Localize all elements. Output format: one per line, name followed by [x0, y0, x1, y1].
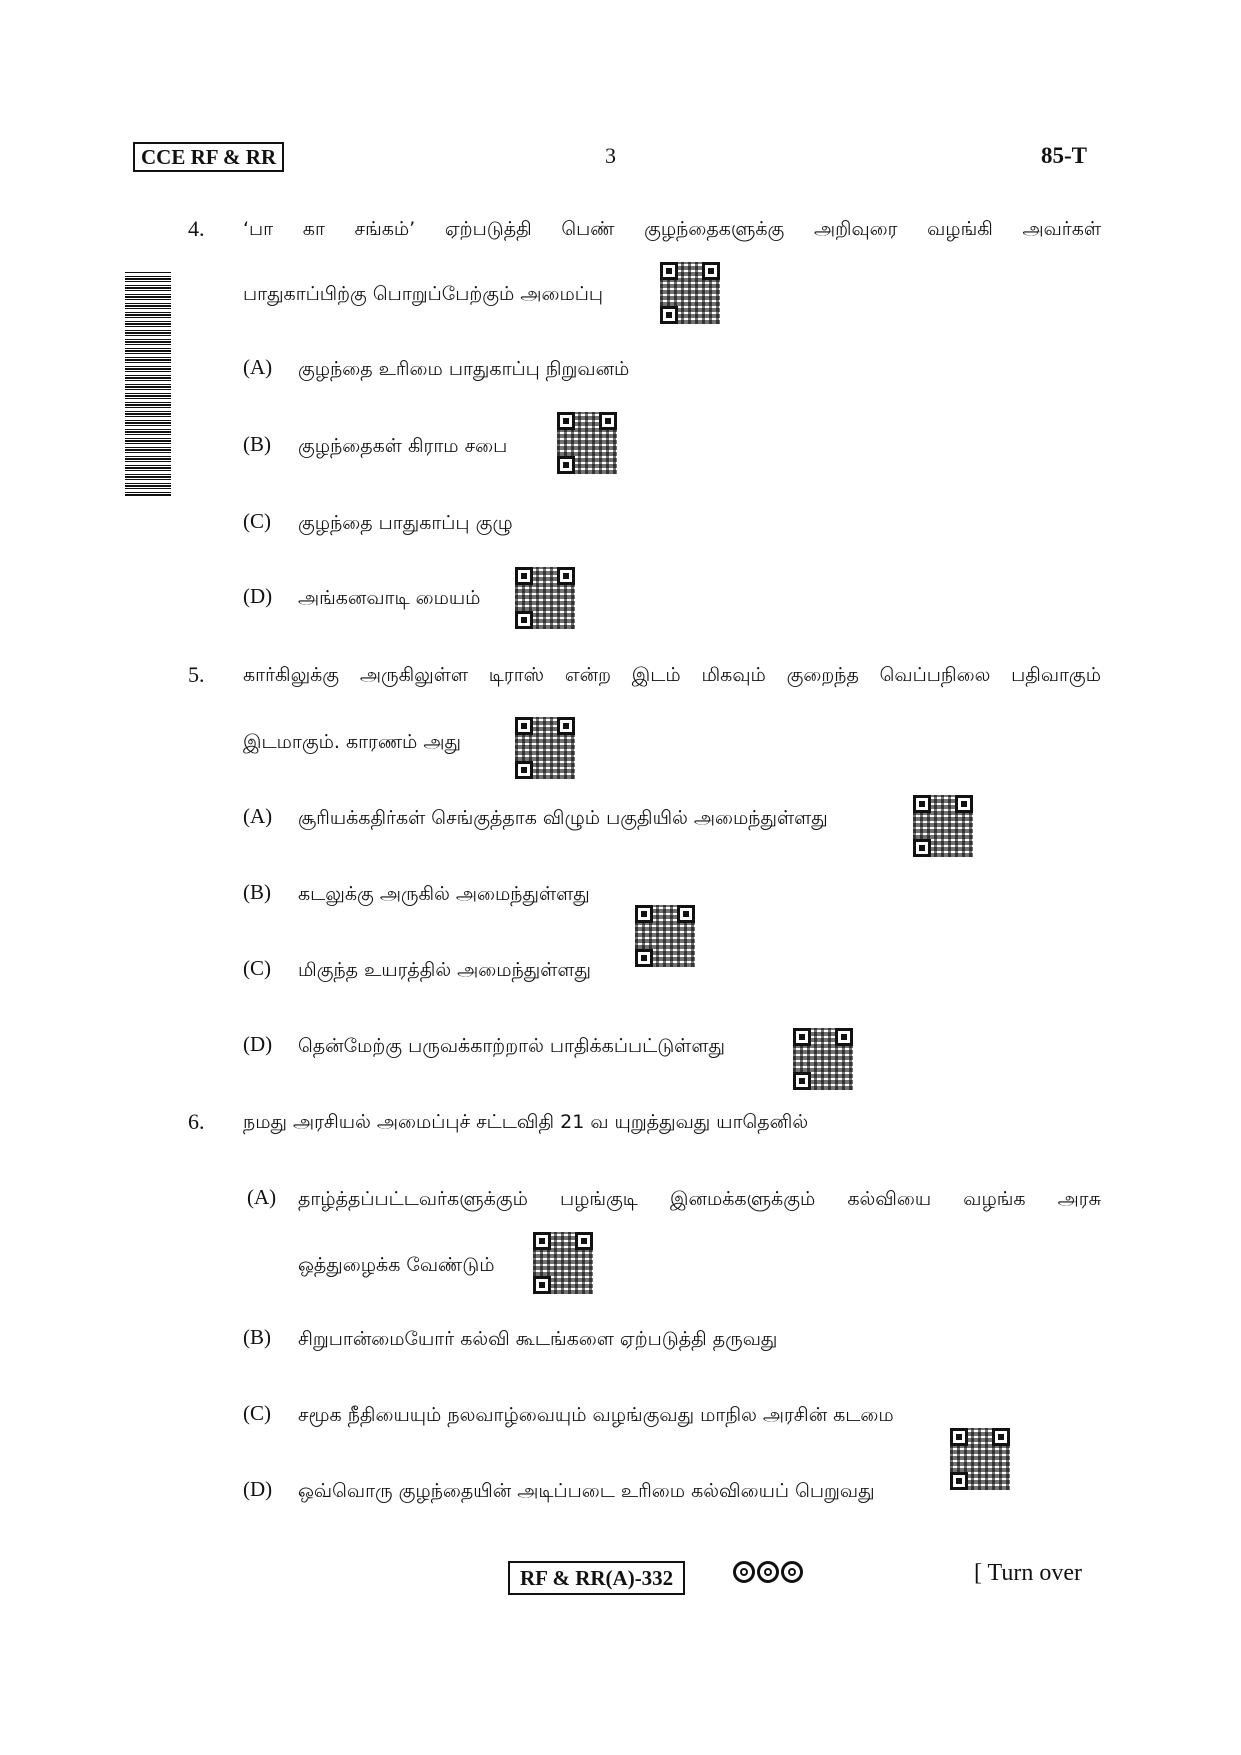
option-label: (A) — [243, 804, 273, 828]
qr-code-icon — [913, 795, 973, 857]
option-text: குழந்தை பாதுகாப்பு குழு — [298, 512, 513, 534]
option-label: (D) — [243, 1477, 273, 1501]
option-text: ஒவ்வொரு குழந்தையின் அடிப்படை உரிமை கல்வியைப் பெறுவது — [298, 1480, 875, 1502]
option-label: (C) — [243, 956, 271, 980]
option-text: குழந்தை உரிமை பாதுகாப்பு நிறுவனம் — [298, 358, 630, 380]
option-label: (B) — [243, 1325, 271, 1349]
paper-code: 85-T — [1041, 143, 1087, 168]
qr-code-icon — [660, 262, 720, 324]
question-text-line: கார்கிலுக்கு அருகிலுள்ள டிராஸ் என்ற இடம் மிகவும் குறைந்த வெப்பநிலை பதிவாகும் — [243, 664, 1101, 686]
option-label: (C) — [243, 509, 271, 533]
qr-code-icon — [635, 905, 695, 967]
option-text: ஒத்துழைக்க வேண்டும் — [298, 1254, 495, 1276]
option-text: அங்கனவாடி மையம் — [298, 587, 481, 609]
option-text: சூரியக்கதிர்கள் செங்குத்தாக விழும் பகுதியில் அமைந்துள்ளது — [298, 807, 828, 829]
option-label: (B) — [243, 880, 271, 904]
option-label: (B) — [243, 432, 271, 456]
question-text-line: பாதுகாப்பிற்கு பொறுப்பேற்கும் அமைப்பு — [243, 283, 604, 305]
option-label: (D) — [243, 584, 273, 608]
option-label: (A) — [247, 1185, 277, 1209]
option-text: தென்மேற்கு பருவக்காற்றால் பாதிக்கப்பட்டுள்ளது — [298, 1035, 725, 1057]
option-text: கடலுக்கு அருகில் அமைந்துள்ளது — [298, 883, 590, 905]
qr-code-icon — [515, 717, 575, 779]
ring-icon — [757, 1561, 779, 1583]
question-number: 4. — [188, 216, 205, 241]
ring-icon — [781, 1561, 803, 1583]
question-number: 5. — [188, 662, 205, 687]
option-text: மிகுந்த உயரத்தில் அமைந்துள்ளது — [298, 959, 591, 981]
option-text: சமூக நீதியையும் நலவாழ்வையும் வழங்குவது மாநில அரசின் கடமை — [298, 1404, 894, 1426]
qr-code-icon — [793, 1028, 853, 1090]
question-text-line: நமது அரசியல் அமைப்புச் சட்டவிதி 21 வ யுறுத்துவது யாதெனில் — [243, 1111, 809, 1133]
question-text-line: இடமாகும். காரணம் அது — [243, 731, 461, 753]
qr-code-icon — [950, 1428, 1010, 1490]
option-label: (C) — [243, 1401, 271, 1425]
question-text-line: ‘பா கா சங்கம்’ ஏற்படுத்தி பெண் குழந்தைகளுக்கு அறிவுரை வழங்கி அவர்கள் — [243, 218, 1101, 240]
ring-icon — [733, 1561, 755, 1583]
turn-over-text: [ Turn over — [974, 1560, 1083, 1586]
option-label: (A) — [243, 355, 273, 379]
option-text: சிறுபான்மையோர் கல்வி கூடங்களை ஏற்படுத்தி தருவது — [298, 1328, 778, 1350]
concentric-circles-icon — [733, 1561, 803, 1583]
qr-code-icon — [515, 567, 575, 629]
qr-code-icon — [533, 1232, 593, 1294]
option-label: (D) — [243, 1032, 273, 1056]
barcode-icon — [125, 272, 171, 496]
option-text: தாழ்த்தப்பட்டவர்களுக்கும் பழங்குடி இனமக்களுக்கும் கல்வியை வழங்க அரசு — [298, 1188, 1101, 1210]
header-left-box: CCE RF & RR — [133, 142, 284, 172]
question-number: 6. — [188, 1109, 205, 1134]
qr-code-icon — [557, 412, 617, 474]
page-number: 3 — [605, 143, 616, 168]
footer-code-box: RF & RR(A)-332 — [508, 1561, 685, 1595]
option-text: குழந்தைகள் கிராம சபை — [298, 435, 508, 457]
